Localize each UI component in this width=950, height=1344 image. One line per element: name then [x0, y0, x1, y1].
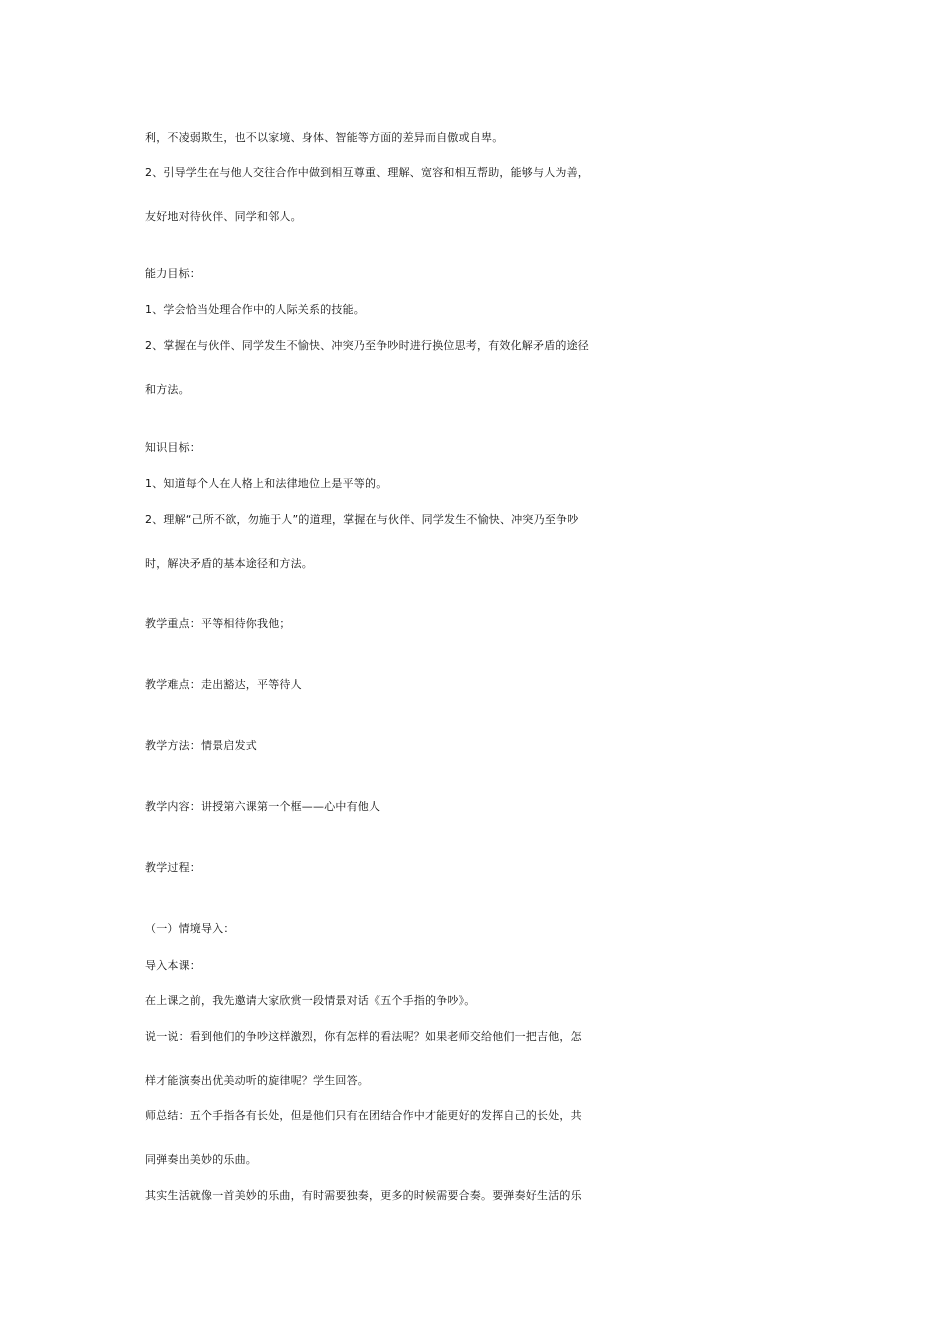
subsection-heading: （一）情境导入： — [145, 922, 235, 935]
text-line: 在上课之前，我先邀请大家欣赏一段情景对话《五个手指的争吵》。 — [145, 994, 476, 1007]
text-line: 师总结：五个手指各有长处，但是他们只有在团结合作中才能更好的发挥自己的长处，共 — [145, 1109, 582, 1122]
text-line: 时，解决矛盾的基本途径和方法。 — [145, 557, 313, 570]
text-line: 2、引导学生在与他人交往合作中做到相互尊重、理解、宽容和相互帮助，能够与人为善， — [145, 166, 589, 179]
text-line: 1、学会恰当处理合作中的人际关系的技能。 — [145, 303, 365, 316]
teaching-focus: 教学重点：平等相待你我他； — [145, 617, 291, 630]
text-line: 其实生活就像一首美妙的乐曲，有时需要独奏，更多的时候需要合奏。要弹奏好生活的乐 — [145, 1189, 582, 1202]
teaching-content: 教学内容：讲授第六课第一个框——心中有他人 — [145, 800, 381, 813]
section-heading: 知识目标： — [145, 441, 201, 454]
text-line: 样才能演奏出优美动听的旋律呢？学生回答。 — [145, 1074, 369, 1087]
text-line: 利，不凌弱欺生，也不以家境、身体、智能等方面的差异而自傲或自卑。 — [145, 131, 504, 144]
text-line: 同弹奏出美妙的乐曲。 — [145, 1153, 257, 1166]
teaching-difficulty: 教学难点：走出豁达，平等待人 — [145, 678, 302, 691]
teaching-method: 教学方法：情景启发式 — [145, 739, 257, 752]
text-line: 和方法。 — [145, 383, 190, 396]
teaching-process-heading: 教学过程： — [145, 861, 201, 874]
section-heading: 能力目标： — [145, 267, 201, 280]
text-line: 2、掌握在与伙伴、同学发生不愉快、冲突乃至争吵时进行换位思考，有效化解矛盾的途径 — [145, 339, 589, 352]
text-line: 2、理解“己所不欲，勿施于人”的道理，掌握在与伙伴、同学发生不愉快、冲突乃至争吵 — [145, 513, 579, 526]
text-line: 1、知道每个人在人格上和法律地位上是平等的。 — [145, 477, 388, 490]
text-line: 导入本课： — [145, 959, 201, 972]
text-line: 说一说：看到他们的争吵这样激烈，你有怎样的看法呢？如果老师交给他们一把吉他，怎 — [145, 1030, 582, 1043]
text-line: 友好地对待伙伴、同学和邻人。 — [145, 210, 302, 223]
